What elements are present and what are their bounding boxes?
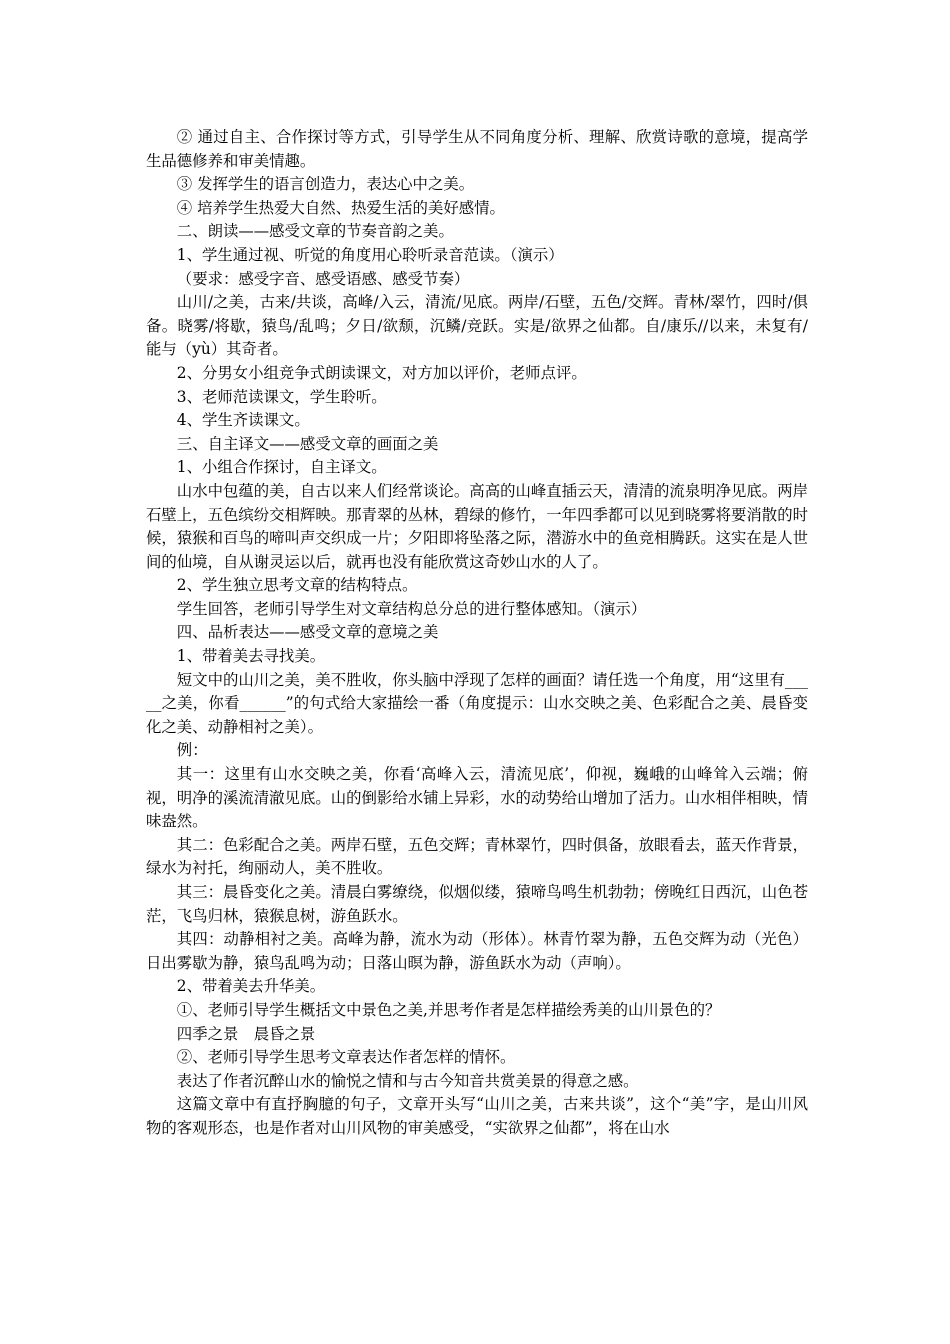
document-body [146,126,808,1141]
paragraph-conclusion: 这篇文章中有直抒胸臆的句子，文章开头写“山川之美，古来共谈”，这个“美”字，是山川风物的客观形态，也是作者对山川风物的审美感受，“实欲界之仙都”，将在山水 [146,1095,808,1137]
paragraph-example-1: 其一：这里有山水交映之美，你看‘高峰入云，清流见底’，仰视，巍峨的山峰耸入云端；俯视，明净的溪流清澈见底。山的倒影给水铺上异彩，水的动势给山增加了活力。山水相伴相映，情味盎然。 [146,765,808,831]
paragraph-group-reading: 2、分男女小组竞争式朗读课文，对方加以评价，老师点评。 [176,363,587,382]
paragraph-objective-4: ④ 培养学生热爱大自然、热爱生活的美好感情。 [176,198,505,217]
paragraph-requirements: （要求：感受字音、感受语感、感受节奏） [176,269,470,288]
paragraph-find-beauty: 1、带着美去寻找美。 [176,647,326,666]
paragraph-objective-3: ③ 发挥学生的语言创造力，表达心中之美。 [176,175,475,194]
paragraph-structure: 2、学生独立思考文章的结构特点。 [176,576,418,595]
paragraph-group-translate: 1、小组合作探讨，自主译文。 [176,458,387,477]
paragraph-original-text: 山川/之美，古来/共谈，高峰/入云，清流/见底。两岸/石壁，五色/交辉。青林/翠竹，四时/俱备。晓雾/将歇，猿鸟/乱鸣；夕日/欲颓，沉鳞/竞跃。实是/欲界之仙都。自/康乐//以来，未复有/能与（yù）其奇者。 [146,293,808,359]
paragraph-feelings-answer: 表达了作者沉醉山水的愉悦之情和与古今知音共赏美景的得意之感。 [176,1071,639,1090]
paragraph-example-4: 其四：动静相衬之美。高峰为静，流水为动（形体）。林青竹翠为静，五色交辉为动（光色）日出雾歇为静，猿鸟乱鸣为动；日落山暝为静，游鱼跃水为动（声响）。 [146,930,808,972]
paragraph-example-3: 其三：晨昏变化之美。清晨白雾缭绕，似烟似缕，猿啼鸟鸣生机勃勃；傍晚红日西沉，山色苍茫，飞鸟归林，猿猴息树，游鱼跃水。 [146,883,808,925]
paragraph-teacher-reading: 3、老师范读课文，学生聆听。 [176,387,387,406]
paragraph-objective-2: ② 通过自主、合作探讨等方式，引导学生从不同角度分析、理解、欣赏诗歌的意境，提高学生品德修养和审美情趣。 [146,128,808,170]
paragraph-feelings: ②、老师引导学生思考文章表达作者怎样的情怀。 [176,1048,516,1067]
paragraph-sublimate: 2、带着美去升华美。 [176,977,326,996]
paragraph-class-reading: 4、学生齐读课文。 [176,411,310,430]
paragraph-example-label: 例： [176,741,208,760]
section-heading-translation: 三、自主译文——感受文章的画面之美 [176,434,439,453]
paragraph-scenes: 四季之景 晨昏之景 [176,1024,316,1043]
paragraph-structure-answer: 学生回答，老师引导学生对文章结构总分总的进行整体感知。（演示） [176,599,647,618]
section-heading-analysis: 四、品析表达——感受文章的意境之美 [176,623,439,642]
section-heading-reading: 二、朗读——感受文章的节奏音韵之美。 [176,222,454,241]
paragraph-prompt: 短文中的山川之美，美不胜收，你头脑中浮现了怎样的画面？请任选一个角度，用“这里有_____之美，你看______”的句式给大家描绘一番（角度提示：山水交映之美、色彩配合之美、晨昏变化之美、动静相衬之美）。 [146,670,808,736]
paragraph-listen: 1、学生通过视、听觉的角度用心聆听录音范读。（演示） [176,245,564,264]
paragraph-example-2: 其二：色彩配合之美。两岸石壁，五色交辉；青林翠竹，四时俱备，放眼看去，蓝天作背景，绿水为衬托，绚丽动人，美不胜收。 [146,835,808,878]
paragraph-translation: 山水中包蕴的美，自古以来人们经常谈论。高高的山峰直插云天，清清的流泉明净见底。两岸石壁上，五色缤纷交相辉映。那青翠的丛林，碧绿的修竹，一年四季都可以见到晓雾将要消散的时候，猿猴和百鸟的啼叫声交织成一片；夕阳即将坠落之际，潜游水中的鱼竞相腾跃。这实在是人世间的仙境，自从谢灵运以后，就再也没有能欣赏这奇妙山水的人了。 [146,481,808,571]
paragraph-summarize: ①、老师引导学生概括文中景色之美,并思考作者是怎样描绘秀美的山川景色的？ [176,1000,721,1019]
